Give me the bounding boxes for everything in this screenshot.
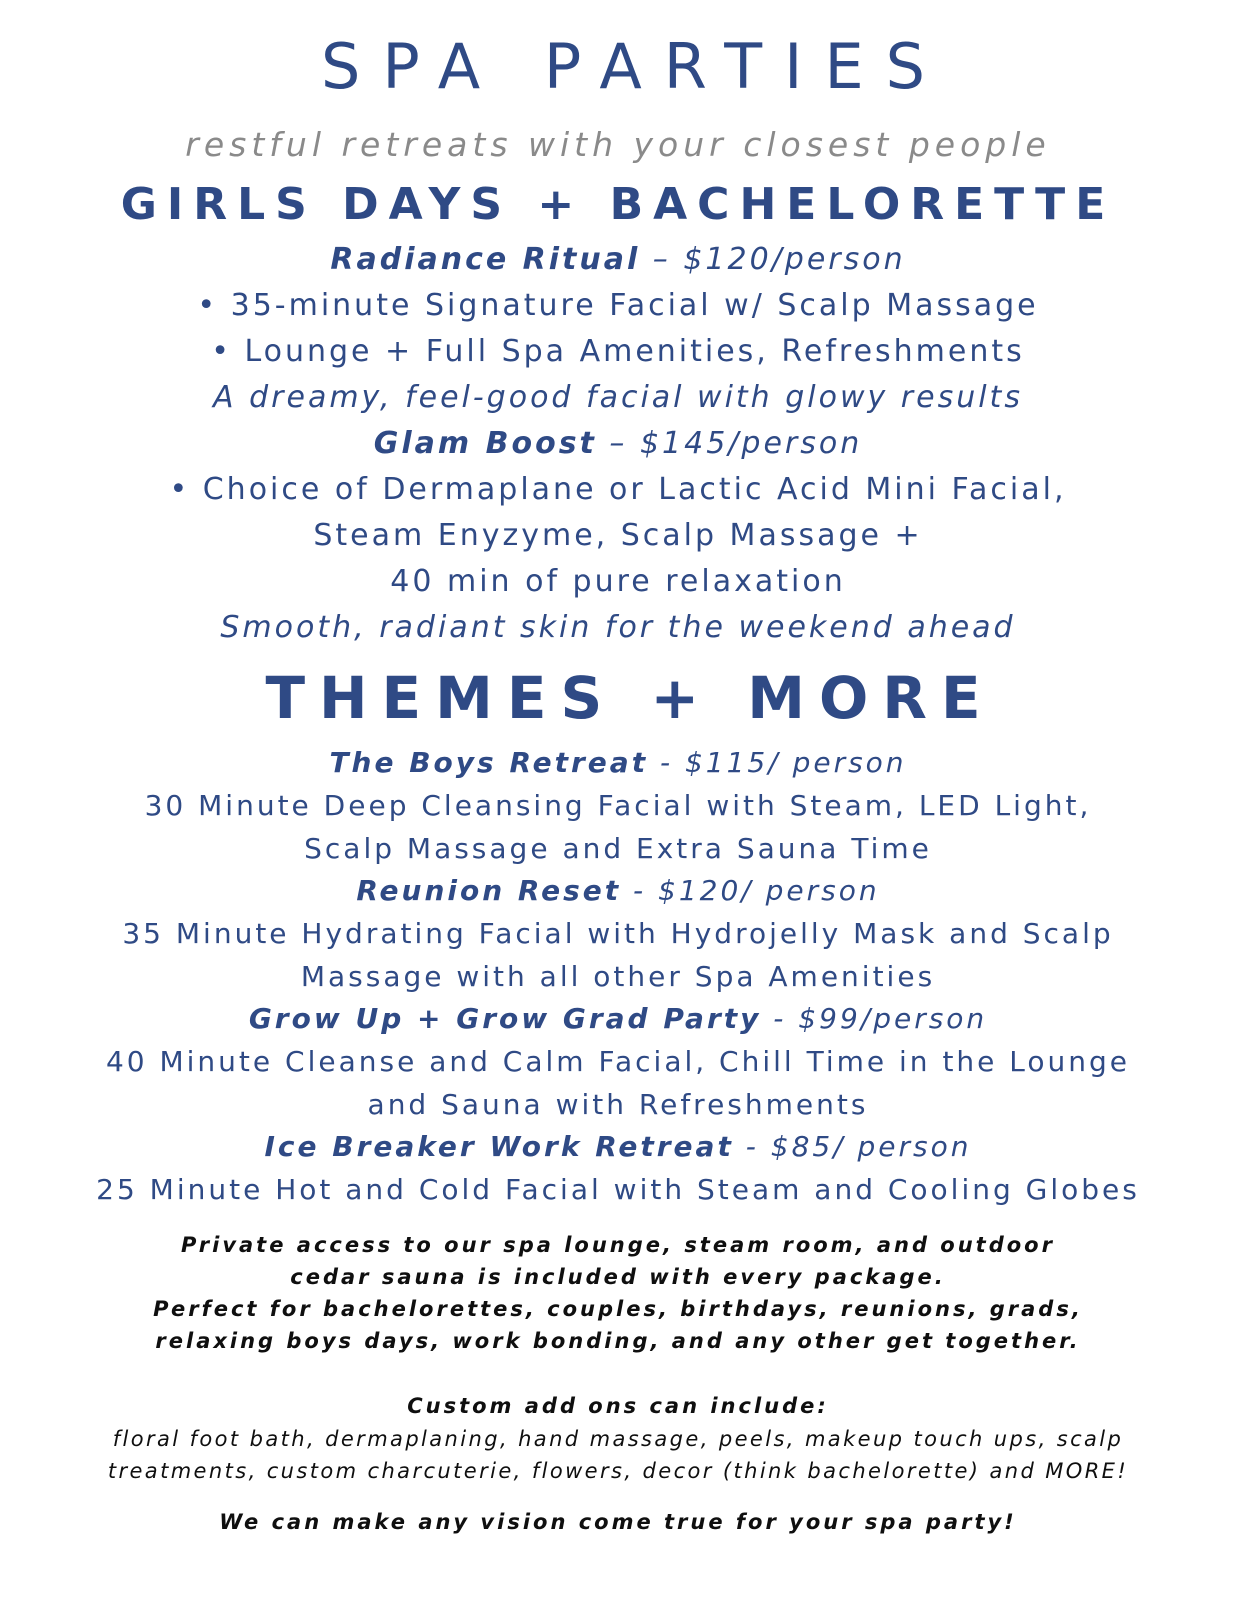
package-name: Glam Boost [373,426,597,461]
package-name: Grow Up + Grow Grad Party [248,1002,762,1035]
package-boys-line: 30 Minute Deep Cleansing Facial with Steam, LED Light, [144,789,1092,822]
package-grad-line: 40 Minute Cleanse and Calm Facial, Chill Time in the Lounge [105,1045,1131,1078]
package-radiance-bullet: • 35-minute Signature Facial w/ Scalp Massage [197,288,1039,323]
package-reunion-title [0,872,1236,910]
package-name: Reunion Reset [356,874,622,907]
private-access-note: cedar sauna is included with every package. [290,1265,946,1289]
package-name: Radiance Ritual [330,242,641,277]
package-glam-line: • Choice of Dermaplane or Lactic Acid Mini Facial, [169,472,1067,507]
package-grad-title [0,1000,1236,1038]
private-access-note: Private access to our spa lounge, steam room, and outdoor [181,1233,1055,1257]
package-price: - $99/person [761,1002,988,1035]
package-price: - $120/ person [621,874,880,907]
package-name: Ice Breaker Work Retreat [264,1130,734,1163]
closing-statement: We can make any vision come true for your spa party! [219,1510,1017,1534]
package-reunion-line: 35 Minute Hydrating Facial with Hydrojelly Mask and Scalp [122,917,1114,950]
addons-list: floral foot bath, dermaplaning, hand massage, peels, makeup touch ups, scalp [112,1427,1124,1451]
package-ice-title [0,1128,1236,1166]
package-radiance-title [0,240,1236,280]
perfect-for-note: relaxing boys days, work bonding, and any other get together. [155,1329,1081,1353]
package-boys-line: Scalp Massage and Extra Sauna Time [304,832,932,865]
package-price: – $120/person [640,242,906,277]
package-glam-line: 40 min of pure relaxation [390,564,846,599]
package-glam-tagline: Smooth, radiant skin for the weekend ahead [220,610,1016,645]
package-glam-line: Steam Enyzyme, Scalp Massage + [313,518,923,553]
addons-list: treatments, custom charcuterie, flowers, decor (think bachelorette) and MORE! [107,1459,1129,1483]
page-title: SPA PARTIES [321,30,947,103]
package-name: The Boys Retreat [329,746,649,779]
package-price: - $85/ person [733,1130,972,1163]
package-glam-title [0,424,1236,464]
package-reunion-line: Massage with all other Spa Amenities [300,960,936,993]
package-radiance-tagline: A dreamy, feel-good facial with glowy results [213,380,1023,415]
section-heading-girls: GIRLS DAYS + BACHELORETTE [120,179,1116,230]
perfect-for-note: Perfect for bachelorettes, couples, birthdays, reunions, grads, [153,1297,1083,1321]
package-radiance-bullet: • Lounge + Full Spa Amenities, Refreshments [211,334,1025,369]
tagline: restful retreats with your closest people [185,125,1051,164]
package-grad-line: and Sauna with Refreshments [367,1088,869,1121]
addons-heading: Custom add ons can include: [407,1394,829,1418]
package-boys-title [0,744,1236,782]
package-price: - $115/ person [648,746,907,779]
package-ice-line: 25 Minute Hot and Cold Facial with Steam and Cooling Globes [96,1173,1140,1206]
package-price: – $145/person [596,426,863,461]
section-heading-themes: THEMES + MORE [265,664,995,732]
